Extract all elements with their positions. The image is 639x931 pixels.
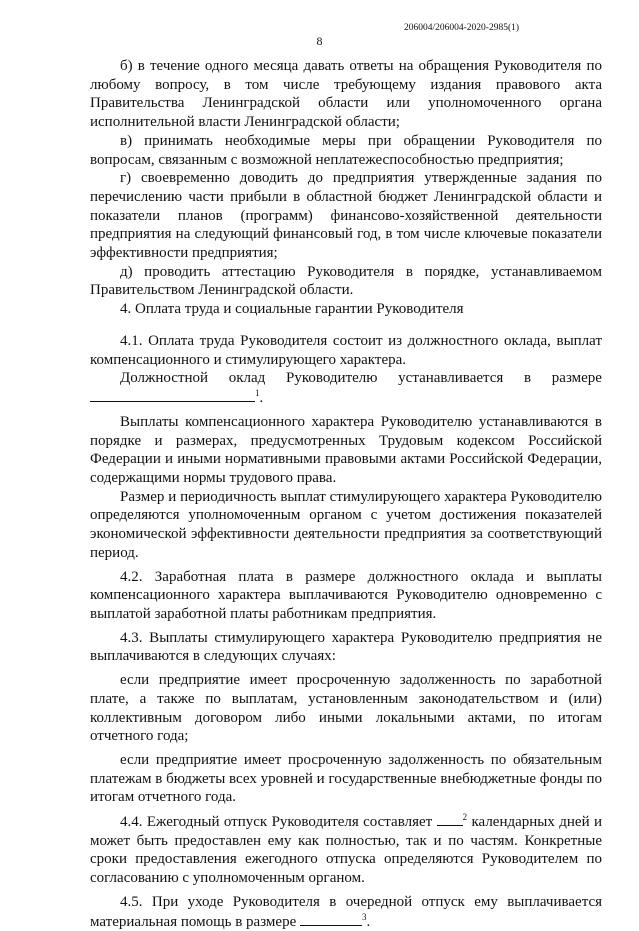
salary-word: оклад (228, 370, 266, 387)
paragraph-case-1: если предприятие имеет просроченную задолженность по заработной плате, а также по выплатам, установленным законодательством и (или) коллективным договором либо иными локальными актами, по итогам отчетного года; (90, 672, 602, 745)
paragraph-compensation: Выплаты компенсационного характера Руководителю устанавливаются в порядке и размерах, предусмотренных Трудовым кодексом Российской Федерации и иными нормативными правовыми актами Российской Федерации, содержащими нормы трудового права. (90, 413, 602, 487)
page-number: 8 (316, 34, 323, 48)
paragraph-4-4 (90, 812, 602, 888)
footnote-3: 3 (362, 911, 367, 922)
paragraph-v: в) принимать необходимые меры при обращении Руководителя по вопросам, связанным с возможной неплатежеспособностью предприятия; (90, 132, 602, 168)
paragraph-stimulating: Размер и периодичность выплат стимулирующего характера Руководителю определяются уполномоченным органом с учетом достижения показателей экономической эффективности деятельности предприятия за соответствующий период. (90, 488, 602, 561)
salary-word: в (524, 370, 532, 387)
paragraph-d: д) проводить аттестацию Руководителя в порядке, устанавливаемом Правительством Ленинградской области. (90, 263, 602, 299)
paragraph-4-4-start: 4.4. Ежегодный отпуск Руководителя составляет (120, 814, 433, 831)
section-4-title: 4. Оплата труда и социальные гарантии Руководителя (120, 301, 464, 318)
salary-blank-line: $^1$. (90, 388, 602, 408)
vacation-days-blank (437, 812, 463, 826)
paragraph-4-5-start: 4.5. При уходе Руководителя в очередной отпуск ему выплачивается материальная помощь в размере (90, 893, 602, 930)
material-aid-blank (300, 912, 362, 926)
footnote-2: 2 (462, 812, 468, 823)
paragraph-4-5-end: . (366, 913, 371, 930)
footnote-1: 1 (255, 387, 260, 398)
salary-line (90, 369, 602, 388)
paragraph-4-4-end: календарных дней и может быть предоставлен ему как полностью, так и по частям. Конкретные сроки предоставления ежегодного отпуска определяются Руководителем по согласованию с уполномоченным органом. (90, 814, 603, 887)
document-body (90, 57, 602, 931)
document-id: 206004/206004-2020-2985(1) (404, 23, 520, 33)
paragraph-case-2: если предприятие имеет просроченную задолженность по обязательным платежам в бюджеты всех уровней и государственные внебюджетные фонды по итогам отчетного года. (90, 751, 602, 806)
paragraph-4-1: 4.1. Оплата труда Руководителя состоит из должностного оклада, выплат компенсационного и стимулирующего характера. (90, 332, 602, 368)
paragraph-4-5 (90, 893, 602, 931)
salary-blank (90, 388, 255, 402)
salary-word: размере (551, 370, 602, 387)
salary-word: устанавливается (398, 370, 504, 387)
paragraph-4-3: 4.3. Выплаты стимулирующего характера Руководителю предприятия не выплачиваются в следующих случаях: (90, 629, 602, 665)
salary-word: Руководителю (286, 370, 378, 387)
paragraph-4-2: 4.2. Заработная плата в размере должностного оклада и выплаты компенсационного характера выплачиваются Руководителю одновременно с выплатой заработной платы работникам предприятия. (90, 568, 602, 622)
salary-word: Должностной (120, 370, 209, 387)
paragraph-g: г) своевременно доводить до предприятия утвержденные задания по перечислению части прибыли в областной бюджет Ленинградской области и показатели планов (программ) финансово-хозяйственной деятельности предприятия на следующий финансовый год, в том числе ключевые показатели эффективности предприятия; (90, 170, 602, 262)
paragraph-b: б) в течение одного месяца давать ответы на обращения Руководителя по любому вопросу, в том числе требующему издания правового акта Правительства Ленинградской области или уполномоченного органа исполнительной власти Ленинградской области; (90, 58, 602, 131)
